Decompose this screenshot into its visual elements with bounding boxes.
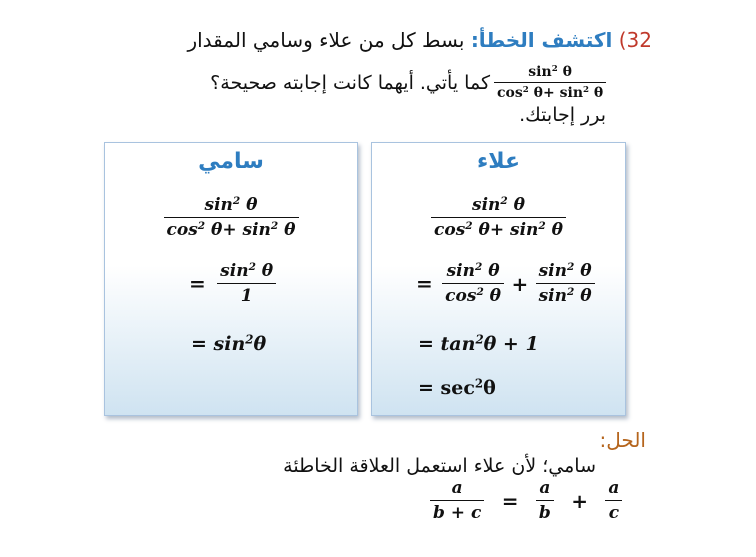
solution-answer: سامي؛ لأن علاء استعمل العلاقة الخاطئة xyxy=(283,455,596,477)
relation-equals: = xyxy=(501,488,519,513)
question-line-1 xyxy=(187,28,652,52)
alaa-step-2-eq: = xyxy=(416,271,433,296)
alaa-step-1 xyxy=(372,195,625,240)
relation-t2-num: a xyxy=(608,478,620,498)
question-text-1: بسط كل من علاء وسامي المقدار xyxy=(187,28,465,52)
expr-numerator: $\sin^2 \theta$ xyxy=(528,64,572,80)
alaa-step-1-num: $\sin^2 \theta$ xyxy=(472,195,525,215)
sami-step-1-num: $\sin^2 \theta$ xyxy=(204,195,258,215)
wrong-relation xyxy=(430,478,622,523)
question-heading: اكتشف الخطأ: xyxy=(470,28,613,52)
sami-step-2 xyxy=(189,261,276,306)
alaa-step-2-num-1: $\sin^2 \theta$ xyxy=(446,261,500,281)
alaa-card-title: علاء xyxy=(477,149,520,174)
sami-step-2-eq: = xyxy=(189,271,206,296)
relation-lhs-num: a xyxy=(451,478,463,498)
solution-label: الحل: xyxy=(599,428,646,452)
relation-plus: + xyxy=(571,488,588,513)
sami-step-1-den: $\cos^2 \theta+ \sin^2 \theta$ xyxy=(166,220,296,240)
alaa-step-4: = $\sec^2\theta$ xyxy=(418,376,496,399)
alaa-step-2 xyxy=(416,261,595,306)
alaa-step-2-plus: + xyxy=(511,271,529,296)
relation-lhs-den: b + c xyxy=(433,503,482,523)
sami-card xyxy=(104,142,358,416)
relation-t1-num: a xyxy=(539,478,551,498)
alaa-step-1-den: $\cos^2 \theta+ \sin^2 \theta$ xyxy=(434,220,563,240)
sami-step-3: = $\sin^2\theta$ xyxy=(191,332,267,355)
relation-t2-den: c xyxy=(608,503,620,523)
sami-step-1 xyxy=(105,195,357,240)
sami-step-2-den: 1 xyxy=(240,286,253,306)
question-text-3: برر إجابتك. xyxy=(519,104,606,126)
sami-step-2-num: $\sin^2 \theta$ xyxy=(220,261,274,281)
alaa-step-2-den-1: $\cos^2 \theta$ xyxy=(445,286,502,306)
question-text-2: كما يأتي. أيهما كانت إجابته صحيحة؟ xyxy=(210,72,490,94)
question-expression xyxy=(494,64,606,101)
alaa-step-2-num-2: $\sin^2 \theta$ xyxy=(538,261,592,281)
alaa-step-2-den-2: $\sin^2 \theta$ xyxy=(538,286,592,306)
question-number: 32) xyxy=(618,28,652,52)
alaa-step-3: = $\tan^2\theta + 1$ xyxy=(418,332,539,355)
relation-t1-den: b xyxy=(538,503,551,523)
alaa-card xyxy=(371,142,626,416)
sami-card-title: سامي xyxy=(198,149,264,174)
expr-denominator: $\cos^2 \theta+ \sin^2 \theta$ xyxy=(497,85,604,101)
